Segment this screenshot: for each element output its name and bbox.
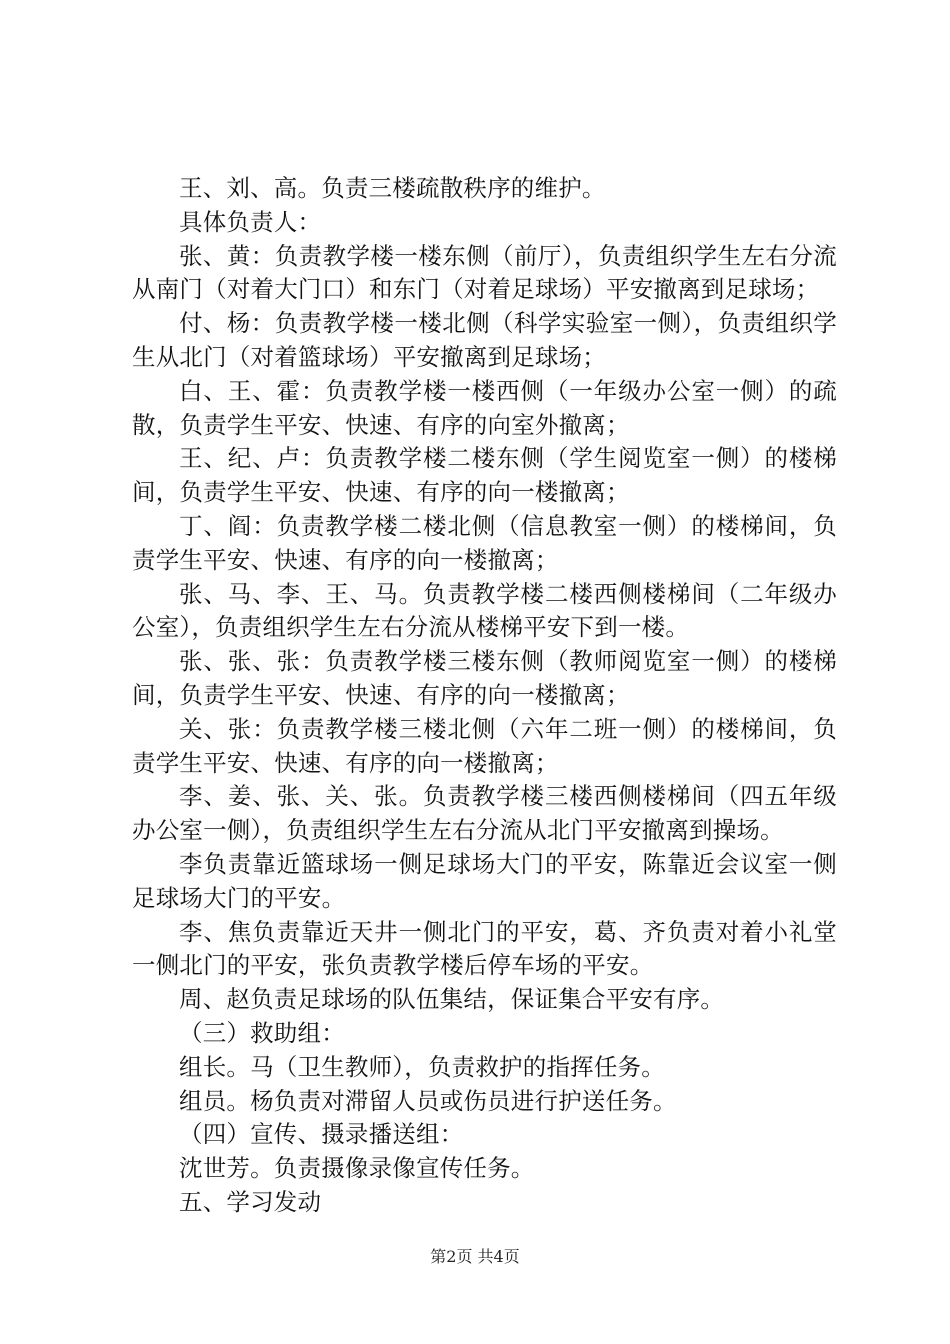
paragraph: 沈世芳。负责摄像录像宣传任务。 [179, 1154, 535, 1183]
paragraph: 具体负责人： [179, 207, 322, 236]
paragraph: 李、焦负责靠近天井一侧北门的平安，葛、齐负责对着小礼堂一侧北门的平安，张负责教学楼后停车场的平安。 [132, 917, 837, 980]
paragraph: 丁、阎：负责教学楼二楼北侧（信息教室一侧）的楼梯间，负责学生平安、快速、有序的向一楼撤离； [132, 511, 837, 574]
paragraph: 张、黄：负责教学楼一楼东侧（前厅），负责组织学生左右分流从南门（对着大门口）和东门（对着足球场）平安撤离到足球场； [132, 241, 837, 304]
document-body [132, 172, 837, 1220]
paragraph: 王、纪、卢：负责教学楼二楼东侧（学生阅览室一侧）的楼梯间，负责学生平安、快速、有序的向一楼撤离； [132, 444, 837, 507]
paragraph: 组员。杨负责对滞留人员或伤员进行护送任务。 [179, 1086, 677, 1115]
section-heading: （三）救助组： [179, 1018, 345, 1047]
paragraph: 付、杨：负责教学楼一楼北侧（科学实验室一侧），负责组织学生从北门（对着篮球场）平安撤离到足球场； [132, 309, 837, 371]
section-heading: 五、学习发动 [179, 1187, 322, 1216]
paragraph: 关、张：负责教学楼三楼北侧（六年二班一侧）的楼梯间，负责学生平安、快速、有序的向一楼撤离； [132, 714, 837, 777]
paragraph: 张、马、李、王、马。负责教学楼二楼西侧楼梯间（二年级办公室），负责组织学生左右分流从楼梯平安下到一楼。 [132, 579, 837, 642]
paragraph: 李负责靠近篮球场一侧足球场大门的平安，陈靠近会议室一侧足球场大门的平安。 [132, 849, 837, 912]
page-number-footer: 第2页 共4页 [430, 1247, 520, 1266]
paragraph: 张、张、张：负责教学楼三楼东侧（教师阅览室一侧）的楼梯间，负责学生平安、快速、有序的向一楼撤离； [132, 647, 837, 709]
paragraph: 周、赵负责足球场的队伍集结，保证集合平安有序。 [179, 985, 725, 1014]
paragraph: 王、刘、高。负责三楼疏散秩序的维护。 [179, 174, 606, 202]
paragraph: 李、姜、张、关、张。负责教学楼三楼西侧楼梯间（四五年级办公室一侧），负责组织学生左右分流从北门平安撤离到操场。 [132, 782, 837, 845]
section-heading: （四）宣传、摄录播送组： [179, 1120, 464, 1149]
paragraph: 组长。马（卫生教师），负责救护的指挥任务。 [179, 1052, 665, 1081]
paragraph: 白、王、霍：负责教学楼一楼西侧（一年级办公室一侧）的疏散，负责学生平安、快速、有序的向室外撤离； [132, 376, 837, 439]
